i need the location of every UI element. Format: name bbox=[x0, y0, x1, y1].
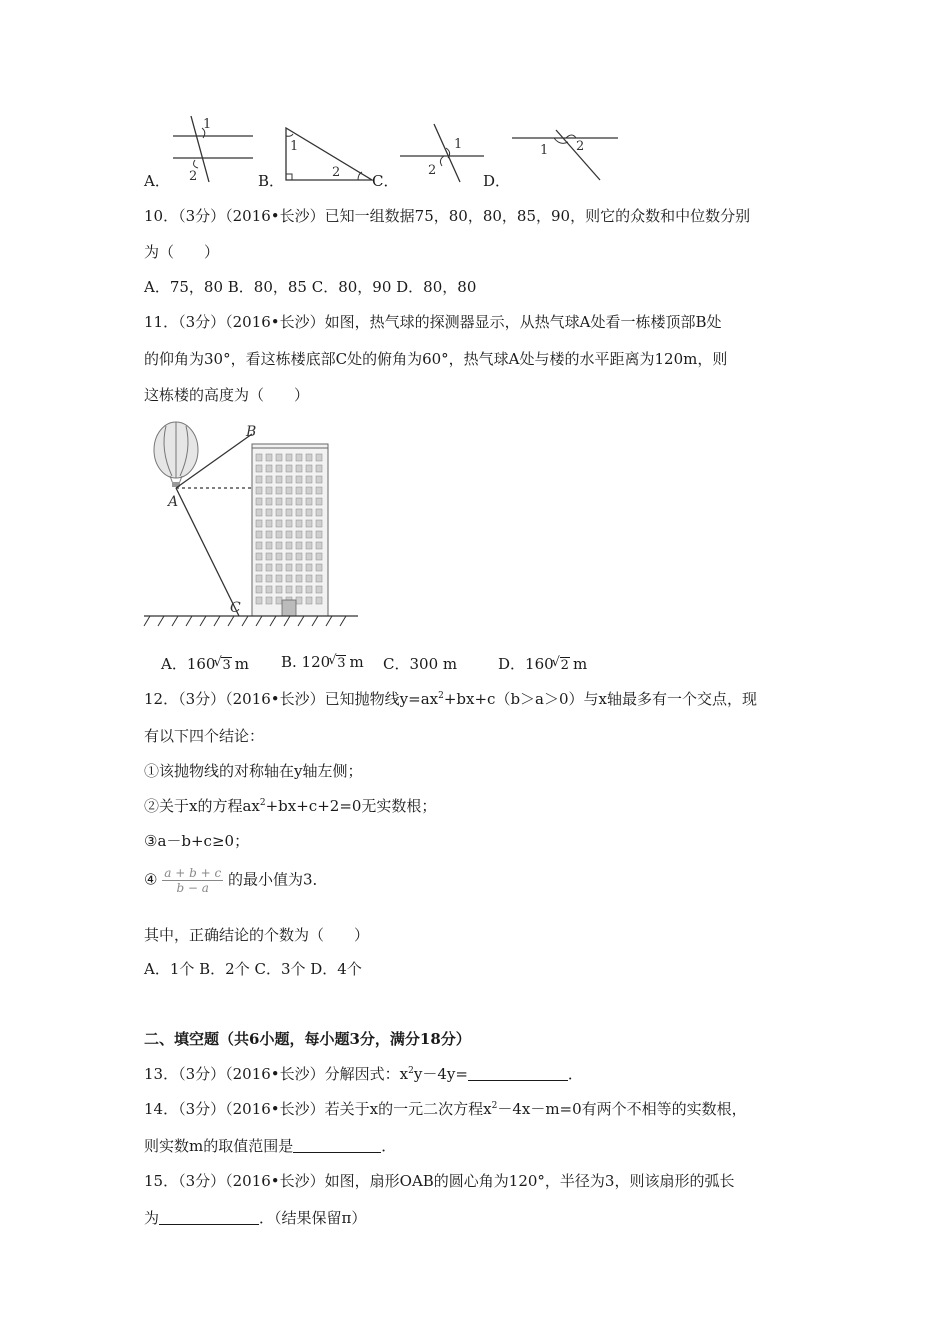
q12-conclusion-2: ②关于x的方程$ax^2+bx+c+2=0$无实数根； bbox=[144, 797, 437, 815]
q12-line2: 有以下四个结论： bbox=[144, 727, 265, 745]
q10-line1: 10．（3分）（2016•长沙）已知一组数据75，80，80，85，90，则它的众数和中位数分别 bbox=[144, 207, 751, 225]
building-window bbox=[306, 487, 312, 494]
q14-answer-blank[interactable] bbox=[293, 1138, 381, 1153]
building-window bbox=[286, 465, 292, 472]
building-window bbox=[296, 564, 302, 571]
q12-line1: 12．（3分）（2016•长沙）已知抛物线$y=ax^2+bx+c(b>a>0)$与x轴最多有一个交点，现 bbox=[144, 690, 757, 708]
building-window bbox=[256, 476, 262, 483]
building-window bbox=[316, 597, 322, 604]
q9-option-d-figure bbox=[508, 124, 623, 184]
building-window bbox=[266, 575, 272, 582]
building-window bbox=[316, 498, 322, 505]
building-window bbox=[316, 520, 322, 527]
building-window bbox=[276, 586, 282, 593]
building-window bbox=[266, 564, 272, 571]
building-window bbox=[316, 476, 322, 483]
q11-balloon-building-figure bbox=[144, 418, 359, 634]
q9-option-a-label: A． bbox=[144, 172, 170, 190]
q9-option-b-label: B． bbox=[258, 172, 285, 190]
building-window bbox=[286, 498, 292, 505]
q9-option-a-figure bbox=[165, 112, 265, 187]
building-window bbox=[256, 465, 262, 472]
building-window bbox=[266, 542, 272, 549]
q9c-angle-2: 2 bbox=[428, 163, 437, 178]
building-window bbox=[276, 575, 282, 582]
building-window bbox=[296, 542, 302, 549]
building-window bbox=[306, 498, 312, 505]
figure-label-b: B bbox=[246, 424, 257, 440]
q11-option-b: B. 120√ 3 m bbox=[281, 653, 364, 671]
building-window bbox=[306, 465, 312, 472]
q14-line1: 14．（3分）（2016•长沙）若关于x的一元二次方程$x^2-4x-m=0$有两个不相等的实数根， bbox=[144, 1100, 747, 1118]
q10-line2: 为（ ） bbox=[144, 243, 220, 261]
building-window bbox=[256, 586, 262, 593]
building-window bbox=[306, 454, 312, 461]
building-window bbox=[286, 476, 292, 483]
q9a-angle-2: 2 bbox=[189, 169, 198, 184]
building-window bbox=[256, 509, 262, 516]
building-window bbox=[276, 531, 282, 538]
building-window bbox=[316, 465, 322, 472]
q14-line2: 则实数m的取值范围是 ． bbox=[144, 1137, 397, 1155]
building-window bbox=[296, 476, 302, 483]
q9d-angle-1: 1 bbox=[540, 143, 549, 158]
q12-fraction: $\frac{a + b + c}{b - a}$ bbox=[164, 866, 222, 895]
building-window bbox=[306, 509, 312, 516]
building-window bbox=[266, 454, 272, 461]
building-window bbox=[276, 542, 282, 549]
q12-conclusion-3: ③a－b+c≥0； bbox=[144, 832, 250, 850]
building-window bbox=[266, 487, 272, 494]
building-window bbox=[276, 509, 282, 516]
building-window bbox=[256, 520, 262, 527]
q9d-angle-2: 2 bbox=[576, 139, 585, 154]
figure-label-c: C bbox=[230, 600, 241, 616]
building-window bbox=[276, 476, 282, 483]
building-window bbox=[296, 531, 302, 538]
building-window bbox=[266, 509, 272, 516]
building-window bbox=[306, 564, 312, 571]
building-window bbox=[316, 542, 322, 549]
q10-options: A．75，80 B．80，85 C．80，90 D．80，80 bbox=[144, 278, 477, 296]
building-window bbox=[306, 586, 312, 593]
building-window bbox=[286, 575, 292, 582]
q11-line2: 的仰角为30°，看这栋楼底部C处的俯角为60°，热气球A处与楼的水平距离为120m，则 bbox=[144, 350, 728, 368]
building-window bbox=[276, 487, 282, 494]
q9-option-b-figure bbox=[280, 122, 380, 184]
building-window bbox=[276, 454, 282, 461]
building-window bbox=[316, 564, 322, 571]
building-window bbox=[296, 520, 302, 527]
q11-option-a: A．160√ 3 m bbox=[161, 653, 249, 674]
q15-line1: 15．（3分）（2016•长沙）如图，扇形OAB的圆心角为120°，半径为3，则该扇形的弧长 bbox=[144, 1172, 735, 1190]
building-window bbox=[256, 597, 262, 604]
q9b-angle-1: 1 bbox=[290, 139, 299, 154]
q15-line2: 为 ．（结果保留π） bbox=[144, 1209, 367, 1227]
building-window bbox=[266, 553, 272, 560]
building-window bbox=[256, 498, 262, 505]
q11-line3: 这栋楼的高度为（ ） bbox=[144, 386, 310, 404]
building-window bbox=[256, 531, 262, 538]
building-window bbox=[316, 575, 322, 582]
building-window bbox=[276, 597, 282, 604]
building-window bbox=[256, 564, 262, 571]
building-window bbox=[256, 542, 262, 549]
building-window bbox=[266, 476, 272, 483]
building-window bbox=[296, 597, 302, 604]
q12-options: A．1个 B．2个 C．3个 D．4个 bbox=[144, 960, 362, 978]
building-window bbox=[306, 476, 312, 483]
building-window bbox=[266, 586, 272, 593]
section-2-heading: 二、填空题（共6小题，每小题3分，满分18分） bbox=[144, 1030, 471, 1048]
q13-line: 13．（3分）（2016•长沙）分解因式：$x^2y-4y=$ ． bbox=[144, 1065, 583, 1083]
building-window bbox=[266, 465, 272, 472]
building-window bbox=[266, 597, 272, 604]
q11-option-d: D．160√ 2 m bbox=[498, 653, 587, 674]
q9-option-c-label: C． bbox=[372, 172, 399, 190]
building-window bbox=[296, 509, 302, 516]
building-window bbox=[286, 487, 292, 494]
q9b-angle-2: 2 bbox=[332, 165, 341, 180]
building-window bbox=[296, 498, 302, 505]
building-window bbox=[306, 553, 312, 560]
building-window bbox=[296, 465, 302, 472]
building-window bbox=[276, 564, 282, 571]
building-window bbox=[316, 487, 322, 494]
q9-option-d-label: D． bbox=[483, 172, 511, 190]
building-window bbox=[276, 498, 282, 505]
q12-conclusion-1: ①该抛物线的对称轴在y轴左侧； bbox=[144, 762, 363, 780]
q12-question: 其中，正确结论的个数为（ ） bbox=[144, 926, 370, 944]
building-window bbox=[306, 542, 312, 549]
building-window bbox=[316, 509, 322, 516]
building-window bbox=[256, 487, 262, 494]
building-window bbox=[286, 564, 292, 571]
building-icon bbox=[252, 444, 328, 616]
q13-answer-blank[interactable] bbox=[468, 1066, 568, 1081]
building-window bbox=[286, 531, 292, 538]
building-window bbox=[256, 454, 262, 461]
building-window bbox=[266, 520, 272, 527]
q9c-angle-1: 1 bbox=[454, 137, 463, 152]
building-window bbox=[276, 520, 282, 527]
building-window bbox=[296, 454, 302, 461]
q15-answer-blank[interactable] bbox=[159, 1210, 259, 1225]
building-window bbox=[306, 597, 312, 604]
q9a-angle-1: 1 bbox=[203, 117, 212, 132]
figure-label-a: A bbox=[168, 494, 179, 510]
building-window bbox=[286, 553, 292, 560]
building-window bbox=[306, 531, 312, 538]
building-window bbox=[266, 531, 272, 538]
building-window bbox=[296, 575, 302, 582]
building-window bbox=[286, 509, 292, 516]
building-window bbox=[276, 465, 282, 472]
building-window bbox=[316, 553, 322, 560]
building-window bbox=[296, 553, 302, 560]
building-window bbox=[256, 575, 262, 582]
building-window bbox=[306, 575, 312, 582]
building-window bbox=[296, 586, 302, 593]
building-window bbox=[316, 586, 322, 593]
building-window bbox=[306, 520, 312, 527]
building-window bbox=[316, 454, 322, 461]
q11-option-c: C．300 m bbox=[383, 655, 458, 673]
building-window bbox=[286, 520, 292, 527]
building-window bbox=[256, 553, 262, 560]
building-window bbox=[266, 498, 272, 505]
building-window bbox=[316, 531, 322, 538]
building-window bbox=[276, 553, 282, 560]
building-window bbox=[286, 586, 292, 593]
building-window bbox=[286, 542, 292, 549]
building-window bbox=[296, 487, 302, 494]
q11-line1: 11．（3分）（2016•长沙）如图，热气球的探测器显示，从热气球A处看一栋楼顶部B处 bbox=[144, 313, 722, 331]
building-window bbox=[286, 454, 292, 461]
q12-conclusion-4: ④ $\frac{a + b + c}{b - a}$ 的最小值为3． bbox=[144, 866, 328, 895]
